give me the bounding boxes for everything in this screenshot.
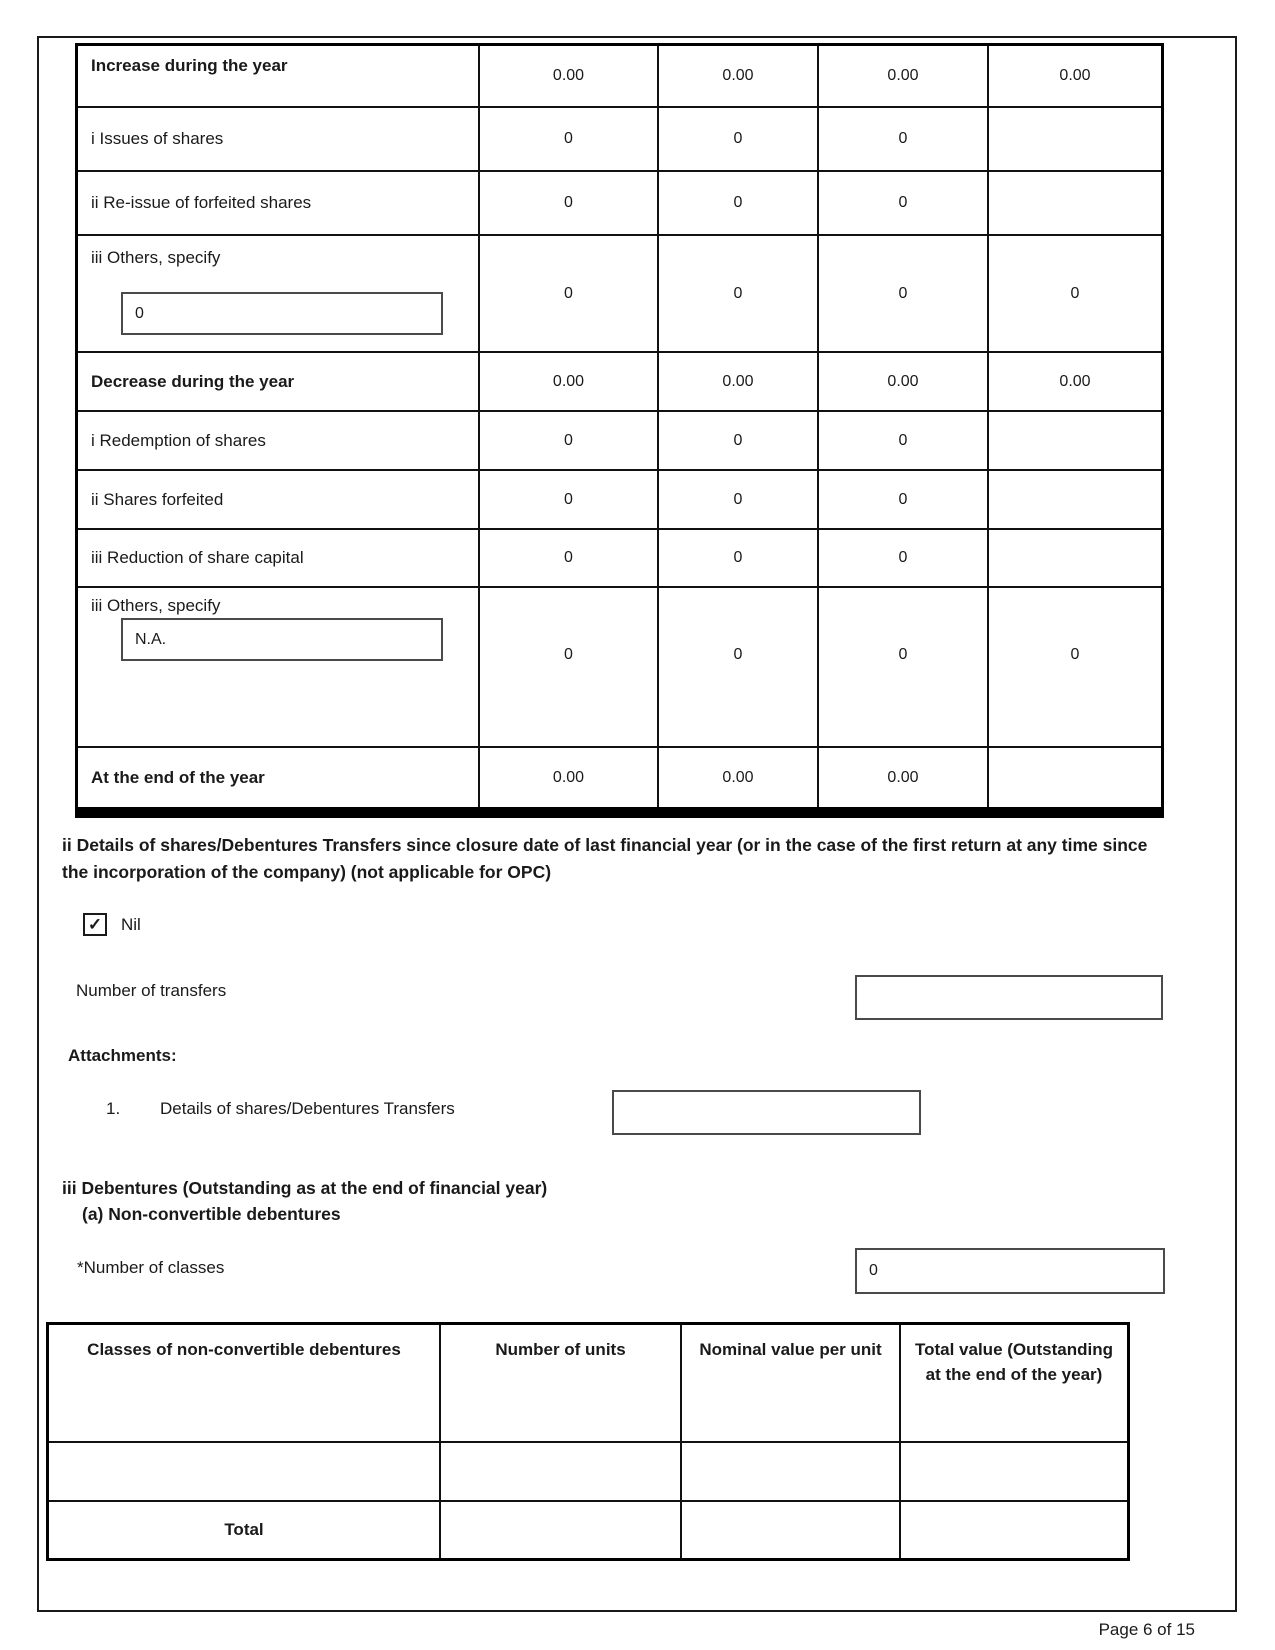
nil-checkbox-row — [83, 913, 141, 936]
number-of-classes-label: *Number of classes — [77, 1258, 225, 1277]
row-label-text: iii Others, specify — [91, 596, 221, 615]
value-cell: 0 — [817, 236, 987, 351]
checkmark-icon: ✓ — [87, 914, 103, 934]
table-cell — [899, 1502, 1127, 1558]
table-cell — [439, 1443, 680, 1500]
value-cell: 0 — [817, 172, 987, 234]
table-row — [78, 410, 1161, 469]
value-cell: 0 — [478, 471, 657, 528]
value-cell: 0.00 — [657, 353, 817, 410]
value-cell: 0 — [478, 108, 657, 170]
table-cell — [49, 1443, 439, 1500]
value-cell: 0.00 — [987, 46, 1161, 106]
table-row — [78, 234, 1161, 351]
table-cell — [680, 1502, 899, 1558]
number-of-classes-input[interactable]: 0 — [855, 1248, 1165, 1294]
table-row — [78, 351, 1161, 410]
value-cell: 0 — [478, 588, 657, 746]
attachment-file-input[interactable] — [612, 1090, 921, 1135]
nil-label: Nil — [121, 914, 141, 934]
table-row — [78, 170, 1161, 234]
table-cell — [680, 1443, 899, 1500]
total-label-cell: Total — [224, 1520, 264, 1539]
table-row — [78, 586, 1161, 746]
table-row — [78, 106, 1161, 170]
table-cell — [899, 1443, 1127, 1500]
value-cell: 0.00 — [987, 353, 1161, 410]
table-row — [78, 528, 1161, 586]
value-cell — [987, 108, 1161, 170]
value-cell: 0 — [817, 412, 987, 469]
row-label: Decrease during the year — [91, 371, 295, 391]
value-cell: 0 — [657, 236, 817, 351]
table-row — [78, 746, 1161, 807]
header-cell: Nominal value per unit — [680, 1325, 899, 1441]
value-cell: 0 — [987, 588, 1161, 746]
nil-checkbox[interactable] — [83, 913, 107, 936]
attachment-item-index: 1. — [106, 1099, 121, 1118]
row-label: i Issues of shares — [91, 129, 224, 148]
value-cell: 0 — [817, 530, 987, 586]
row-label: ii Re-issue of forfeited shares — [91, 193, 312, 212]
table-row — [78, 469, 1161, 528]
value-cell: 0 — [657, 108, 817, 170]
row-label-text: iii Others, specify — [91, 248, 221, 267]
row-label — [78, 236, 478, 351]
value-cell: 0 — [817, 108, 987, 170]
attachment-item-label: Details of shares/Debentures Transfers — [160, 1099, 455, 1118]
non-convertible-debentures-table — [46, 1322, 1130, 1561]
value-cell: 0.00 — [478, 353, 657, 410]
value-cell: 0.00 — [817, 353, 987, 410]
non-convertible-subheading: (a) Non-convertible debentures — [82, 1204, 341, 1224]
table-cell — [439, 1502, 680, 1558]
table-row — [78, 46, 1161, 106]
row-label — [78, 588, 478, 746]
value-cell: 0 — [478, 530, 657, 586]
value-cell: 0 — [817, 588, 987, 746]
value-cell: 0 — [657, 530, 817, 586]
value-cell: 0.00 — [817, 46, 987, 106]
value-cell — [987, 471, 1161, 528]
number-of-transfers-label: Number of transfers — [76, 981, 227, 1000]
share-capital-table — [75, 43, 1164, 818]
value-cell: 0.00 — [657, 748, 817, 807]
transfers-section-heading: ii Details of shares/Debentures Transfers since closure date of last financial year (or in the case of the first return at any time since the incorporation of the company) (not applicable for OPC) — [62, 835, 1148, 882]
value-cell: 0 — [478, 172, 657, 234]
value-cell: 0.00 — [817, 748, 987, 807]
value-cell: 0 — [478, 412, 657, 469]
value-cell: 0 — [657, 412, 817, 469]
value-cell: 0 — [657, 588, 817, 746]
table-header-row — [49, 1325, 1127, 1441]
row-label: iii Reduction of share capital — [91, 548, 304, 567]
value-cell: 0.00 — [657, 46, 817, 106]
value-cell: 0 — [657, 471, 817, 528]
page-number: Page 6 of 15 — [1098, 1620, 1195, 1639]
table-total-row — [49, 1500, 1127, 1558]
row-label: ii Shares forfeited — [91, 489, 224, 509]
header-cell: Total value (Outstanding at the end of the year) — [899, 1325, 1127, 1441]
header-cell: Classes of non-convertible debentures — [87, 1340, 401, 1359]
value-cell — [987, 748, 1161, 807]
header-cell: Number of units — [439, 1325, 680, 1441]
row-label: At the end of the year — [91, 767, 265, 787]
value-cell: 0 — [657, 172, 817, 234]
number-of-transfers-input[interactable] — [855, 975, 1163, 1020]
table-row — [49, 1441, 1127, 1500]
value-cell — [987, 172, 1161, 234]
value-cell: 0.00 — [478, 748, 657, 807]
row-label: i Redemption of shares — [91, 430, 266, 450]
value-cell: 0.00 — [478, 46, 657, 106]
value-cell — [987, 412, 1161, 469]
value-cell: 0 — [817, 471, 987, 528]
debentures-heading: iii Debentures (Outstanding as at the end of financial year) — [62, 1178, 548, 1198]
decrease-others-specify-input[interactable]: N.A. — [121, 618, 443, 661]
value-cell: 0 — [987, 236, 1161, 351]
value-cell — [987, 530, 1161, 586]
increase-others-specify-input[interactable]: 0 — [121, 292, 443, 335]
attachments-heading: Attachments: — [68, 1046, 177, 1065]
row-label: Increase during the year — [91, 56, 288, 75]
value-cell: 0 — [478, 236, 657, 351]
